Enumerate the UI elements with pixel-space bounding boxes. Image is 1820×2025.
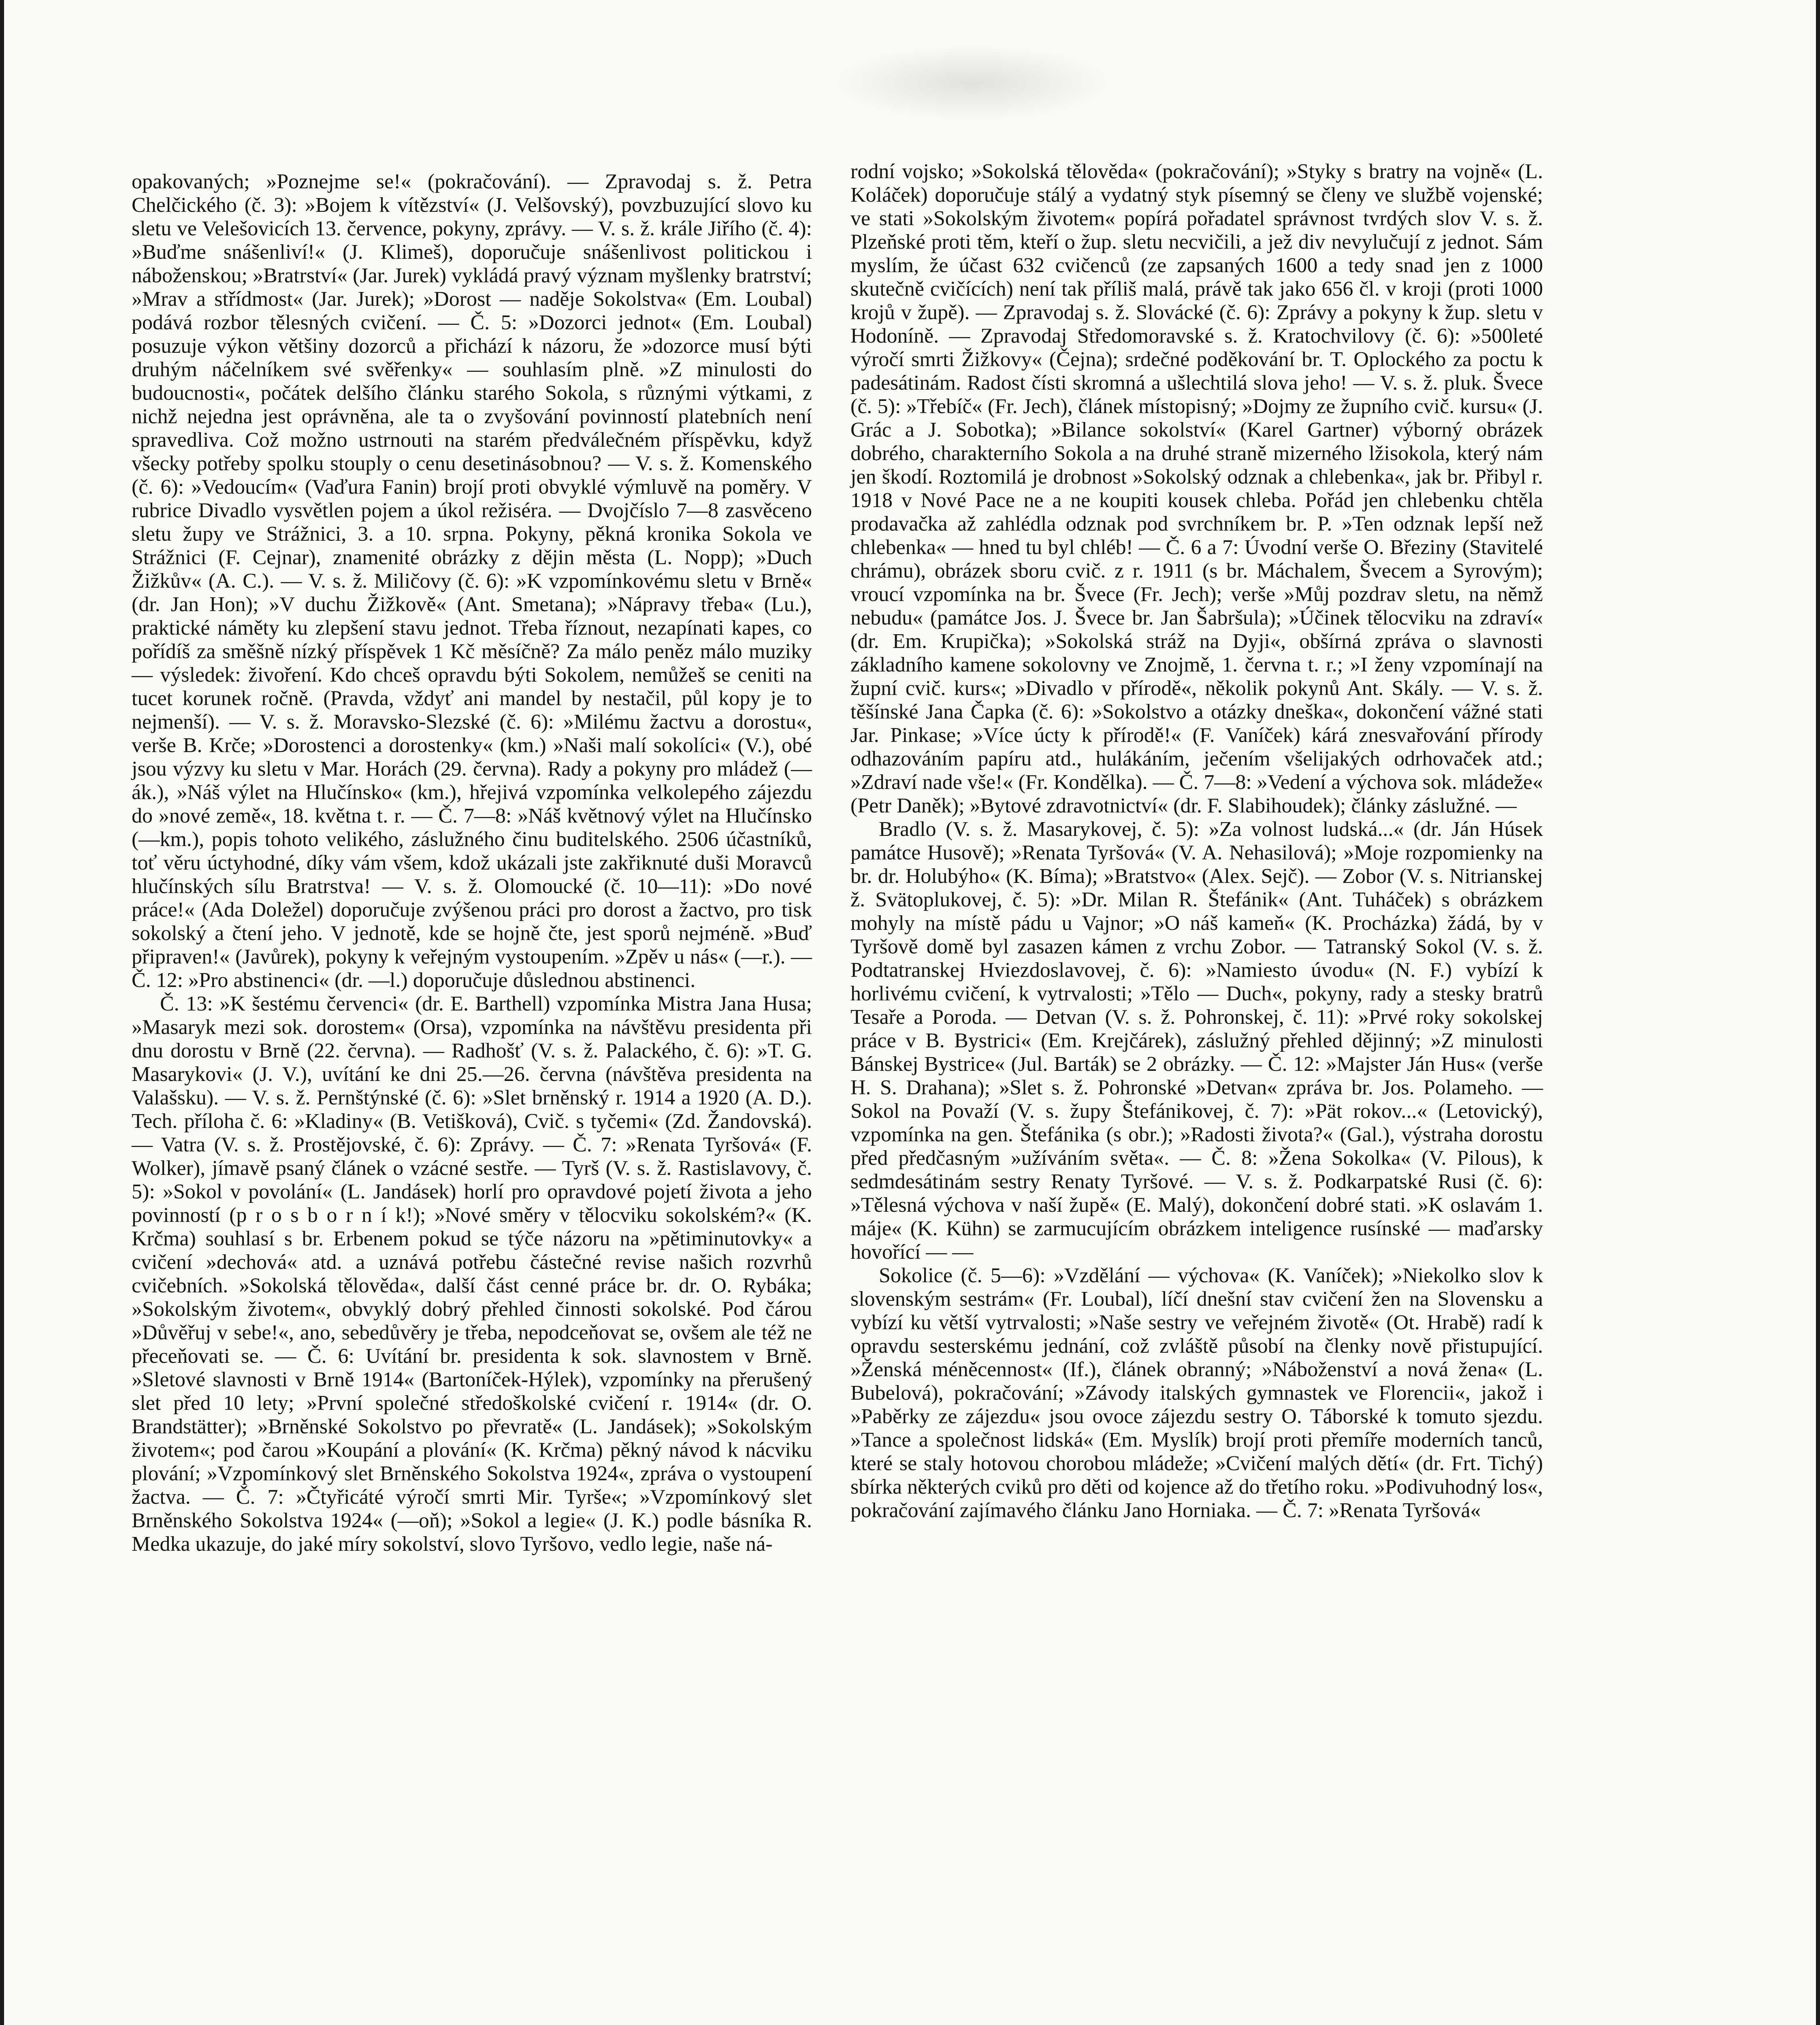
- left-column-paragraph: opakovaných; »Poznejme se!« (pokračování). — Zpravodaj s. ž. Petra Chelčického (č. 3): »Bojem k vítězství« (J. Velšovský), povzbuzující slovo ku sletu ve Velešovicích 13. července, pokyny, zprávy. — V. s. ž. krále Jiřího (č. 4): »Buďme snášenliví!« (J. Klimeš), doporučuje snášenlivost politickou i náboženskou; »Bratrství« (Jar. Jurek) vykládá pravý význam myšlenky bratrství; »Mrav a střídmost« (Jar. Jurek); »Dorost — naděje Sokolstva« (Em. Loubal) podává rozbor tělesných cvičení. — Č. 5: »Dozorci jednot« (Em. Loubal) posuzuje výkon většiny dozorců a přichází k názoru, že »dozorce musí býti druhým náčelníkem své svěřenky« — souhlasím plně. »Z minulosti do budoucnosti«, počátek delšího článku starého Sokola, s různými výtkami, z nichž nejedna jest oprávněna, ale ta o zvyšování povinností platebních není spravedliva. Což možno ustrnouti na starém předválečném příspěvku, když všecky potřeby spolku stouply o cenu desetinásobnou? — V. s. ž. Komenského (č. 6): »Vedoucím« (Vaďura Fanin) brojí proti obvyklé výmluvě na poměry. V rubrice Divadlo vysvětlen pojem a úkol režiséra. — Dvojčíslo 7—8 zasvěceno sletu župy ve Strážnici, 3. a 10. srpna. Pokyny, pěkná kronika Sokola ve Strážnici (F. Cejnar), znamenité obrázky z dějin města (L. Nopp); »Duch Žižkův« (A. C.). — V. s. ž. Miličovy (č. 6): »K vzpomínkovému sletu v Brně« (dr. Jan Hon); »V duchu Žižkově« (Ant. Smetana); »Nápravy třeba« (Lu.), praktické náměty ku zlepšení stavu jednot. Třeba říznout, nezapínati kapes, co pořídíš za směšně nízký příspěvek 1 Kč měsíčně? Za málo peněz málo muziky — výsledek: živoření. Kdo chceš opravdu býti Sokolem, nemůžeš se ceniti na tucet korunek ročně. (Pravda, vždyť ani mandel by nestačil, půl kopy je to nejmenší). — V. s. ž. Moravsko-Slezské (č. 6): »Milému žactvu a dorostu«, verše B. Krče; »Dorostenci a dorostenky« (km.) »Naši malí sokolíci« (V.), obé jsou výzvy ku sletu v Mar. Horách (29. června). Rady a pokyny pro mládež (—ák.), »Náš výlet na Hlučínsko« (km.), hřejivá vzpomínka velkolepého zájezdu do »nové země«, 18. května t. r. — Č. 7—8: »Náš květnový výlet na Hlučínsko (—km.), popis tohoto velikého, záslužného činu buditelského. 2506 účastníků, toť věru úctyhodné, díky vám všem, kdož ukázali jste zakřiknuté duši Moravců hlučínských sílu Bratrstva! — V. s. ž. Olomoucké (č. 10—11): »Do nové práce!« (Ada Doležel) doporučuje zvýšenou práci pro dorost a žactvo, pro tisk sokolský a čtení jeho. V jednotě, kde se hojně čte, jest sporů nejméně. »Buď připraven!« (Javůrek), pokyny k veřejným vystoupením. »Zpěv u nás« (—r.). — Č. 12: »Pro abstinenci« (dr. —l.) doporučuje důslednou abstinenci.: [132, 170, 812, 992]
- right-column-paragraph: Bradlo (V. s. ž. Masarykovej, č. 5): »Za volnost ludská...« (dr. Ján Húsek památce Husově); »Renata Tyršová« (V. A. Nehasilová); »Moje rozpomienky na br. dr. Holubýho« (K. Bíma); »Bratstvo« (Alex. Sejč). — Zobor (V. s. Nitrianskej ž. Svätoplukovej, č. 5): »Dr. Milan R. Štefánik« (Ant. Tuháček) s obrázkem mohyly na místě pádu u Vajnor; »O náš kameň« (K. Procházka) žádá, by v Tyršově domě byl zasazen kámen z vrchu Zobor. — Tatranský Sokol (V. s. ž. Podtatranskej Hviezdoslavovej, č. 6): »Namiesto úvodu« (N. F.) vybízí k horlivému cvičení, k vytrvalosti; »Tělo — Duch«, pokyny, rady a stesky bratrů Tesaře a Poroda. — Detvan (V. s. ž. Pohronskej, č. 11): »Prvé roky sokolskej práce v B. Bystrici« (Em. Krejčárek), záslužný přehled dějinný; »Z minulosti Bánskej Bystrice« (Jul. Barták) se 2 obrázky. — Č. 12: »Majster Ján Hus« (verše H. S. Drahana); »Slet s. ž. Pohronské »Detvan« zpráva br. Jos. Polameho. — Sokol na Považí (V. s. župy Štefánikovej, č. 7): »Pät rokov...« (Letovický), vzpomínka na gen. Štefánika (s obr.); »Radosti života?« (Gal.), výstraha dorostu před předčasným »užíváním světa«. — Č. 8: »Žena Sokolka« (V. Pilous), k sedmdesátinám sestry Renaty Tyršové. — V. s. ž. Podkarpatské Rusi (č. 6): »Tělesná výchova v naší župě« (E. Malý), dokončení dobré stati. »K oslavám 1. máje« (K. Kühn) se zarmucujícím obrázkem inteligence rusínské — maďarsky hovořící — —: [850, 818, 1543, 1264]
- left-column: [132, 170, 812, 1556]
- right-column-paragraph: rodní vojsko; »Sokolská tělověda« (pokračování); »Styky s bratry na vojně« (L. Koláček) doporučuje stálý a vydatný styk písemný se členy ve službě vojenské; ve stati »Sokolským životem« popírá pořadatel správnost tvrdých slov V. s. ž. Plzeňské proti těm, kteří o žup. sletu necvičili, a jež div nevylučují z jednot. Sám myslím, že účast 632 cvičenců (ze zapsaných 1600 a tedy snad jen z 1000 skutečně cvičících) není tak příliš malá, právě tak jako 656 čl. v kroji (proti 1000 krojů v župě). — Zpravodaj s. ž. Slovácké (č. 6): Zprávy a pokyny k žup. sletu v Hodoníně. — Zpravodaj Středomoravské s. ž. Kratochvilovy (č. 6): »500leté výročí smrti Žižkovy« (Čejna); srdečné poděkování br. T. Oplockého za poctu k padesátinám. Radost čísti skromná a ušlechtilá slova jeho! — V. s. ž. pluk. Švece (č. 5): »Třebíč« (Fr. Jech), článek místopisný; »Dojmy ze župního cvič. kursu« (J. Grác a J. Sobotka); »Bilance sokolství« (Karel Gartner) výborný obrázek dobrého, charakterního Sokola a na druhé straně mizerného lžisokola, který nám jen škodí. Roztomilá je drobnost »Sokolský odznak a chlebenka«, jak br. Přibyl r. 1918 v Nové Pace ne a ne koupiti kousek chleba. Pořád jen chlebenku chtěla prodavačka až zahlédla odznak pod svrchníkem br. P. »Ten odznak lepší než chlebenka« — hned tu byl chléb! — Č. 6 a 7: Úvodní verše O. Březiny (Stavitelé chrámu), obrázek sboru cvič. z r. 1911 (s br. Máchalem, Švecem a Syrovým); vroucí vzpomínka na br. Švece (Fr. Jech); verše »Můj pozdrav sletu, na němž nebudu« (památce Jos. J. Švece br. Jan Šabršula); »Účinek tělocviku na zdraví« (dr. Em. Krupička); »Sokolská stráž na Dyji«, obšírná zpráva o slavnosti základního kamene sokolovny ve Znojmě, 1. června t. r.; »I ženy vzpomínají na župní cvič. kurs«; »Divadlo v přírodě«, několik pokynů Ant. Skály. — V. s. ž. těšínské Jana Čapka (č. 6): »Sokolstvo a otázky dneška«, dokončení vážné stati Jar. Pinkase; »Více úcty k přírodě!« (F. Vaníček) kárá znesvařování přírody odhazováním papíru atd., hulákáním, ječením všelijakých odrhovaček atd.; »Zdraví nade vše!« (Fr. Kondělka). — Č. 7—8: »Vedení a výchova sok. mládeže« (Petr Daněk); »Bytové zdravotnictví« (dr. F. Slabihoudek); články záslužné. —: [850, 160, 1543, 817]
- right-column: [850, 160, 1543, 1522]
- header-stamp-smudge: [830, 45, 1114, 122]
- left-column-paragraph: Č. 13: »K šestému červenci« (dr. E. Barthell) vzpomínka Mistra Jana Husa; »Masaryk mezi sok. dorostem« (Orsa), vzpomínka na návštěvu presidenta při dnu dorostu v Brně (22. června). — Radhošť (V. s. ž. Palackého, č. 6): »T. G. Masarykovi« (J. V.), uvítání ke dni 25.—26. června (návštěva presidenta na Valašsku). — V. s. ž. Pernštýnské (č. 6): »Slet brněnský r. 1914 a 1920 (A. D.). Tech. příloha č. 6: »Kladiny« (B. Vetišková), Cvič. s tyčemi« (Zd. Žandovská). — Vatra (V. s. ž. Prostějovské, č. 6): Zprávy. — Č. 7: »Renata Tyršová« (F. Wolker), jímavě psaný článek o vzácné sestře. — Tyrš (V. s. ž. Rastislavovy, č. 5): »Sokol v povolání« (L. Jandásek) horlí pro opravdové pojetí života a jeho povinností (p r o s b o r n í k!); »Nové směry v tělocviku sokolském?« (K. Krčma) souhlasí s br. Erbenem pokud se týče názoru na »pětiminutovky« a cvičení »dechová« atd. a uznává potřebu částečné revise našich rozvrhů cvičebních. »Sokolská tělověda«, další část cenné práce br. dr. O. Rybáka; »Sokolským životem«, obvyklý dobrý přehled činnosti sokolské. Pod čárou »Důvěřuj v sebe!«, ano, sebedůvěry je třeba, nepodceňovat se, ovšem ale též ne přeceňovati se. — Č. 6: Uvítání br. presidenta k sok. slavnostem v Brně. »Sletové slavnosti v Brně 1914« (Bartoníček-Hýlek), vzpomínky na přerušený slet před 10 lety; »První společné středoškolské cvičení r. 1914« (dr. O. Brandstätter); »Brněnské Sokolstvo po převratě« (L. Jandásek); »Sokolským životem«; pod čarou »Koupání a plování« (K. Krčma) pěkný návod k nácviku plování; »Vzpomínkový slet Brněnského Sokolstva 1924«, zpráva o vystoupení žactva. — Č. 7: »Čtyřicáté výročí smrti Mir. Tyrše«; »Vzpomínkový slet Brněnského Sokolstva 1924« (—oň); »Sokol a legie« (J. K.) podle básníka R. Medka ukazuje, do jaké míry sokolství, slovo Tyršovo, vedlo legie, naše ná-: [132, 992, 812, 1556]
- right-column-paragraph: Sokolice (č. 5—6): »Vzdělání — výchova« (K. Vaníček); »Niekolko slov k slovenským sestrám« (Fr. Loubal), líčí dnešní stav cvičení žen na Slovensku a vybízí ku větší vytrvalosti; »Naše sestry ve veřejném životě« (Ot. Hrabě) radí k opravdu sesterskému jednání, což zvláště působí na členky nově přistupující. »Ženská méněcennost« (If.), článek obranný; »Náboženství a nová žena« (L. Bubelová), pokračování; »Závody italských gymnastek ve Florencii«, jakož i »Paběrky ze zájezdu« jsou ovoce zájezdu sestry O. Táborské k tomuto sjezdu. »Tance a společnost lidská« (Em. Myslík) brojí proti přemíře moderních tanců, které se staly hotovou chorobou mládeže; »Cvičení malých dětí« (dr. Frt. Tichý) sbírka některých cviků pro děti od kojence až do třetího roku. »Podivuhodný los«, pokračování zajímavého článku Jano Horniaka. — Č. 7: »Renata Tyršová«: [850, 1264, 1543, 1522]
